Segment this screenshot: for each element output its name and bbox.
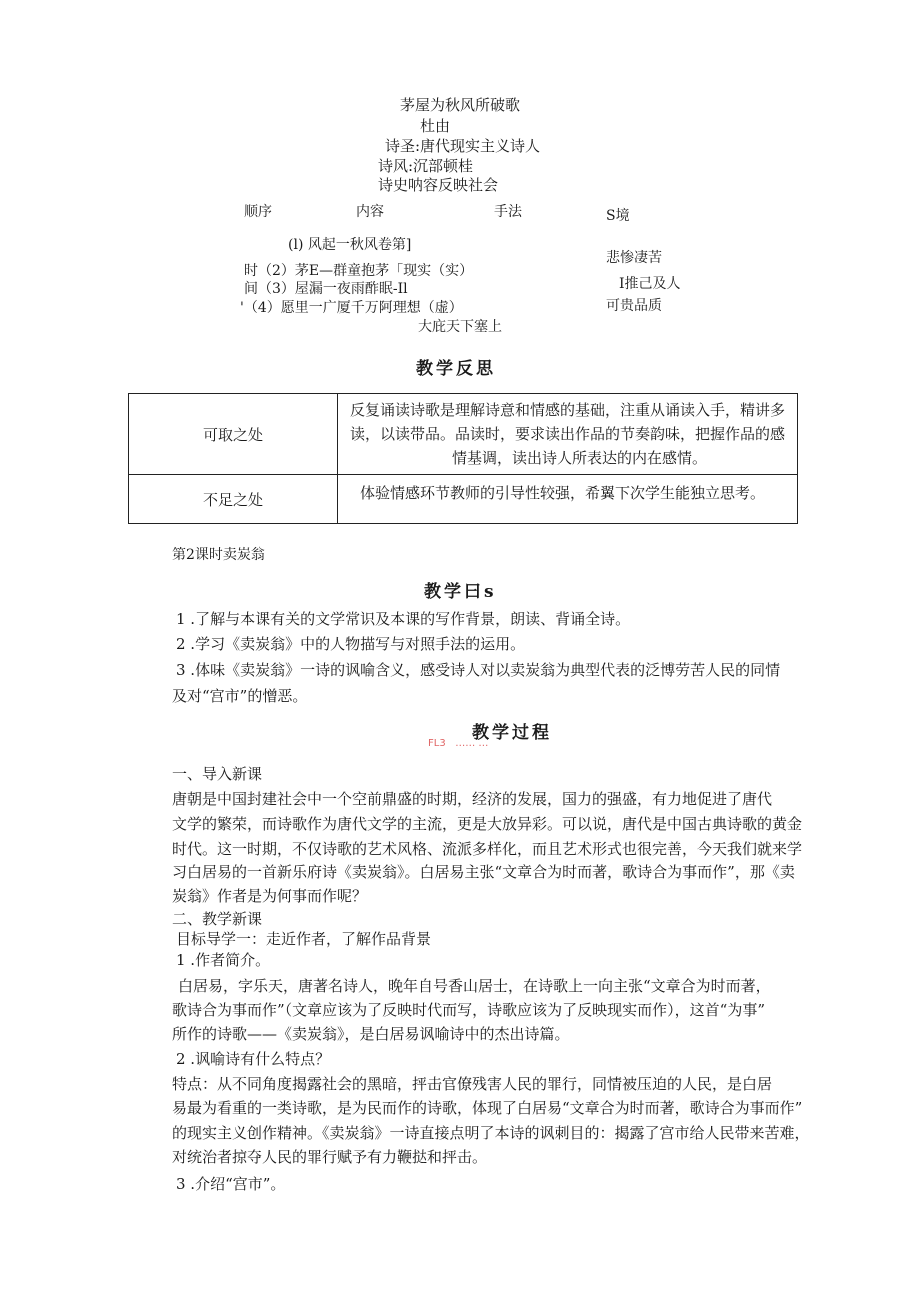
target-1: 目标导学一：走近作者，了解作品背景 xyxy=(176,930,432,948)
intro-line-4: 习白居易的一首新乐府诗《卖炭翁》。白居易主张“文章合为时而著，歌诗合为事而作”，那《卖 xyxy=(172,863,795,881)
board-row-2: 时（2）茅E—群童抱茅「现实（实） xyxy=(244,263,474,279)
goals-heading: 教学曰s xyxy=(424,582,497,602)
reflection-merits-line-2: 读，以读带品。品读时，要求读出作品的节奏韵味，把握作品的感 xyxy=(350,425,786,443)
scan-mark xyxy=(428,738,488,749)
board-header-content: 内容 xyxy=(356,204,384,220)
reflection-label-shortcomings: 不足之处 xyxy=(129,475,338,524)
poem-title: 茅屋为秋风所破歌 xyxy=(400,96,521,114)
reflection-shortcomings-line-1: 体验情感环节教师的引导性较强，希翼下次学生能独立思考。 xyxy=(360,484,766,502)
question-2: 2 .讽喻诗有什么特点？ xyxy=(176,1050,331,1068)
board-row-3: 间（3）屋漏一夜雨酢眠-Il xyxy=(244,281,408,297)
reflection-heading: 教学反思 xyxy=(416,359,496,379)
poem-author: 杜由 xyxy=(420,117,451,135)
intro-line-1: 唐朝是中国封建社会中一个空前鼎盛的时期，经济的发展，国力的强盛，有力地促进了唐代 xyxy=(172,790,773,808)
board-header-technique: 手法 xyxy=(494,204,522,220)
question-1: 1 .作者简介。 xyxy=(176,951,271,969)
question-3: 3 .介绍“宫市”。 xyxy=(176,1175,286,1193)
reflection-table xyxy=(128,393,798,524)
lesson2-title: 第2课时卖炭翁 xyxy=(172,547,265,563)
answer-2-line-4: 对统治者掠夺人民的罪行赋予有力鞭挞和抨击。 xyxy=(172,1148,488,1166)
goal-3: 3 .体味《卖炭翁》一诗的讽喻含义，感受诗人对以卖炭翁为典型代表的泛博劳苦人民的同情 xyxy=(176,661,781,679)
intro-line-5: 炭翁》作者是为何事而作呢？ xyxy=(172,887,368,905)
poem-note-3: 诗史呐容反映社会 xyxy=(378,176,499,194)
answer-2-line-2: 易最为看重的一类诗歌，是为民而作的诗歌，体现了白居易“文章合为时而著，歌诗合为事而作” xyxy=(172,1099,803,1117)
intro-line-3: 时代。这一时期，不仅诗歌的艺术风格、流派多样化，而且艺术形式也很完善，今天我们就来学 xyxy=(172,840,803,858)
scan-mark-code: FL3 xyxy=(428,738,446,749)
reflection-value-merits xyxy=(338,394,798,475)
board-row-4: '（4）愿里一广厦千万阿理想（虚） xyxy=(240,300,463,316)
answer-1-line-2: 歌诗合为事而作”（文章应该为了反映时代而写，诗歌应该为了反映现实而作），这首“为事” xyxy=(172,1001,766,1019)
reflection-merits-line-1: 反复诵读诗歌是理解诗意和情感的基础，注重从诵读入手，精讲多 xyxy=(350,401,786,419)
goal-1: 1 .了解与本课有关的文学常识及本课的写作背景，朗读、背诵全诗。 xyxy=(176,610,631,628)
reflection-row xyxy=(129,394,798,475)
answer-2-line-1: 特点：从不同角度揭露社会的黑暗，抨击官僚残害人民的罪行，同情被压迫的人民，是白居 xyxy=(172,1075,773,1093)
answer-1-line-1: 白居易，字乐天，唐著名诗人，晚年自号香山居士，在诗歌上一向主张“文章合为时而著， xyxy=(178,977,771,995)
reflection-row xyxy=(129,475,798,524)
reflection-label-merits: 可取之处 xyxy=(129,394,338,475)
section-intro: 一、导入新课 xyxy=(172,765,263,783)
section-new-lesson: 二、教学新课 xyxy=(172,910,263,928)
answer-1-line-3: 所作的诗歌——《卖炭翁》，是白居易讽喻诗中的杰出诗篇。 xyxy=(172,1025,570,1043)
answer-2-line-3: 的现实主义创作精神。《卖炭翁》一诗直接点明了本诗的讽刺目的：揭露了宫市给人民带来苦难， xyxy=(172,1124,810,1142)
reflection-value-shortcomings xyxy=(338,475,798,524)
board-row-5: 大庇天下塞上 xyxy=(418,319,502,335)
board-row-1: (l) 风起一秋风卷第] xyxy=(288,237,412,253)
board-header-mood: S境 xyxy=(606,208,630,224)
board-header-order: 顺序 xyxy=(244,204,272,220)
goal-2: 2 .学习《卖炭翁》中的人物描写与对照手法的运用。 xyxy=(176,635,526,653)
board-right-3: 可贵品质 xyxy=(606,298,662,314)
scan-mark-tail: …… … xyxy=(455,738,489,749)
goal-3-cont: 及对“宫市”的憎恶。 xyxy=(172,687,308,705)
board-right-1: 悲惨凄苦 xyxy=(606,250,662,266)
poem-note-1: 诗圣:唐代现实主义诗人 xyxy=(385,137,541,155)
process-heading: 教学过程 xyxy=(472,723,552,743)
intro-line-2: 文学的繁荣，而诗歌作为唐代文学的主流，更是大放异彩。可以说，唐代是中国古典诗歌的黄金 xyxy=(172,815,803,833)
board-right-2: I推己及人 xyxy=(619,276,681,292)
poem-note-2: 诗风:沉部顿桂 xyxy=(378,157,474,175)
reflection-merits-line-3: 情基调，读出诗人所表达的内在感情。 xyxy=(452,449,708,467)
